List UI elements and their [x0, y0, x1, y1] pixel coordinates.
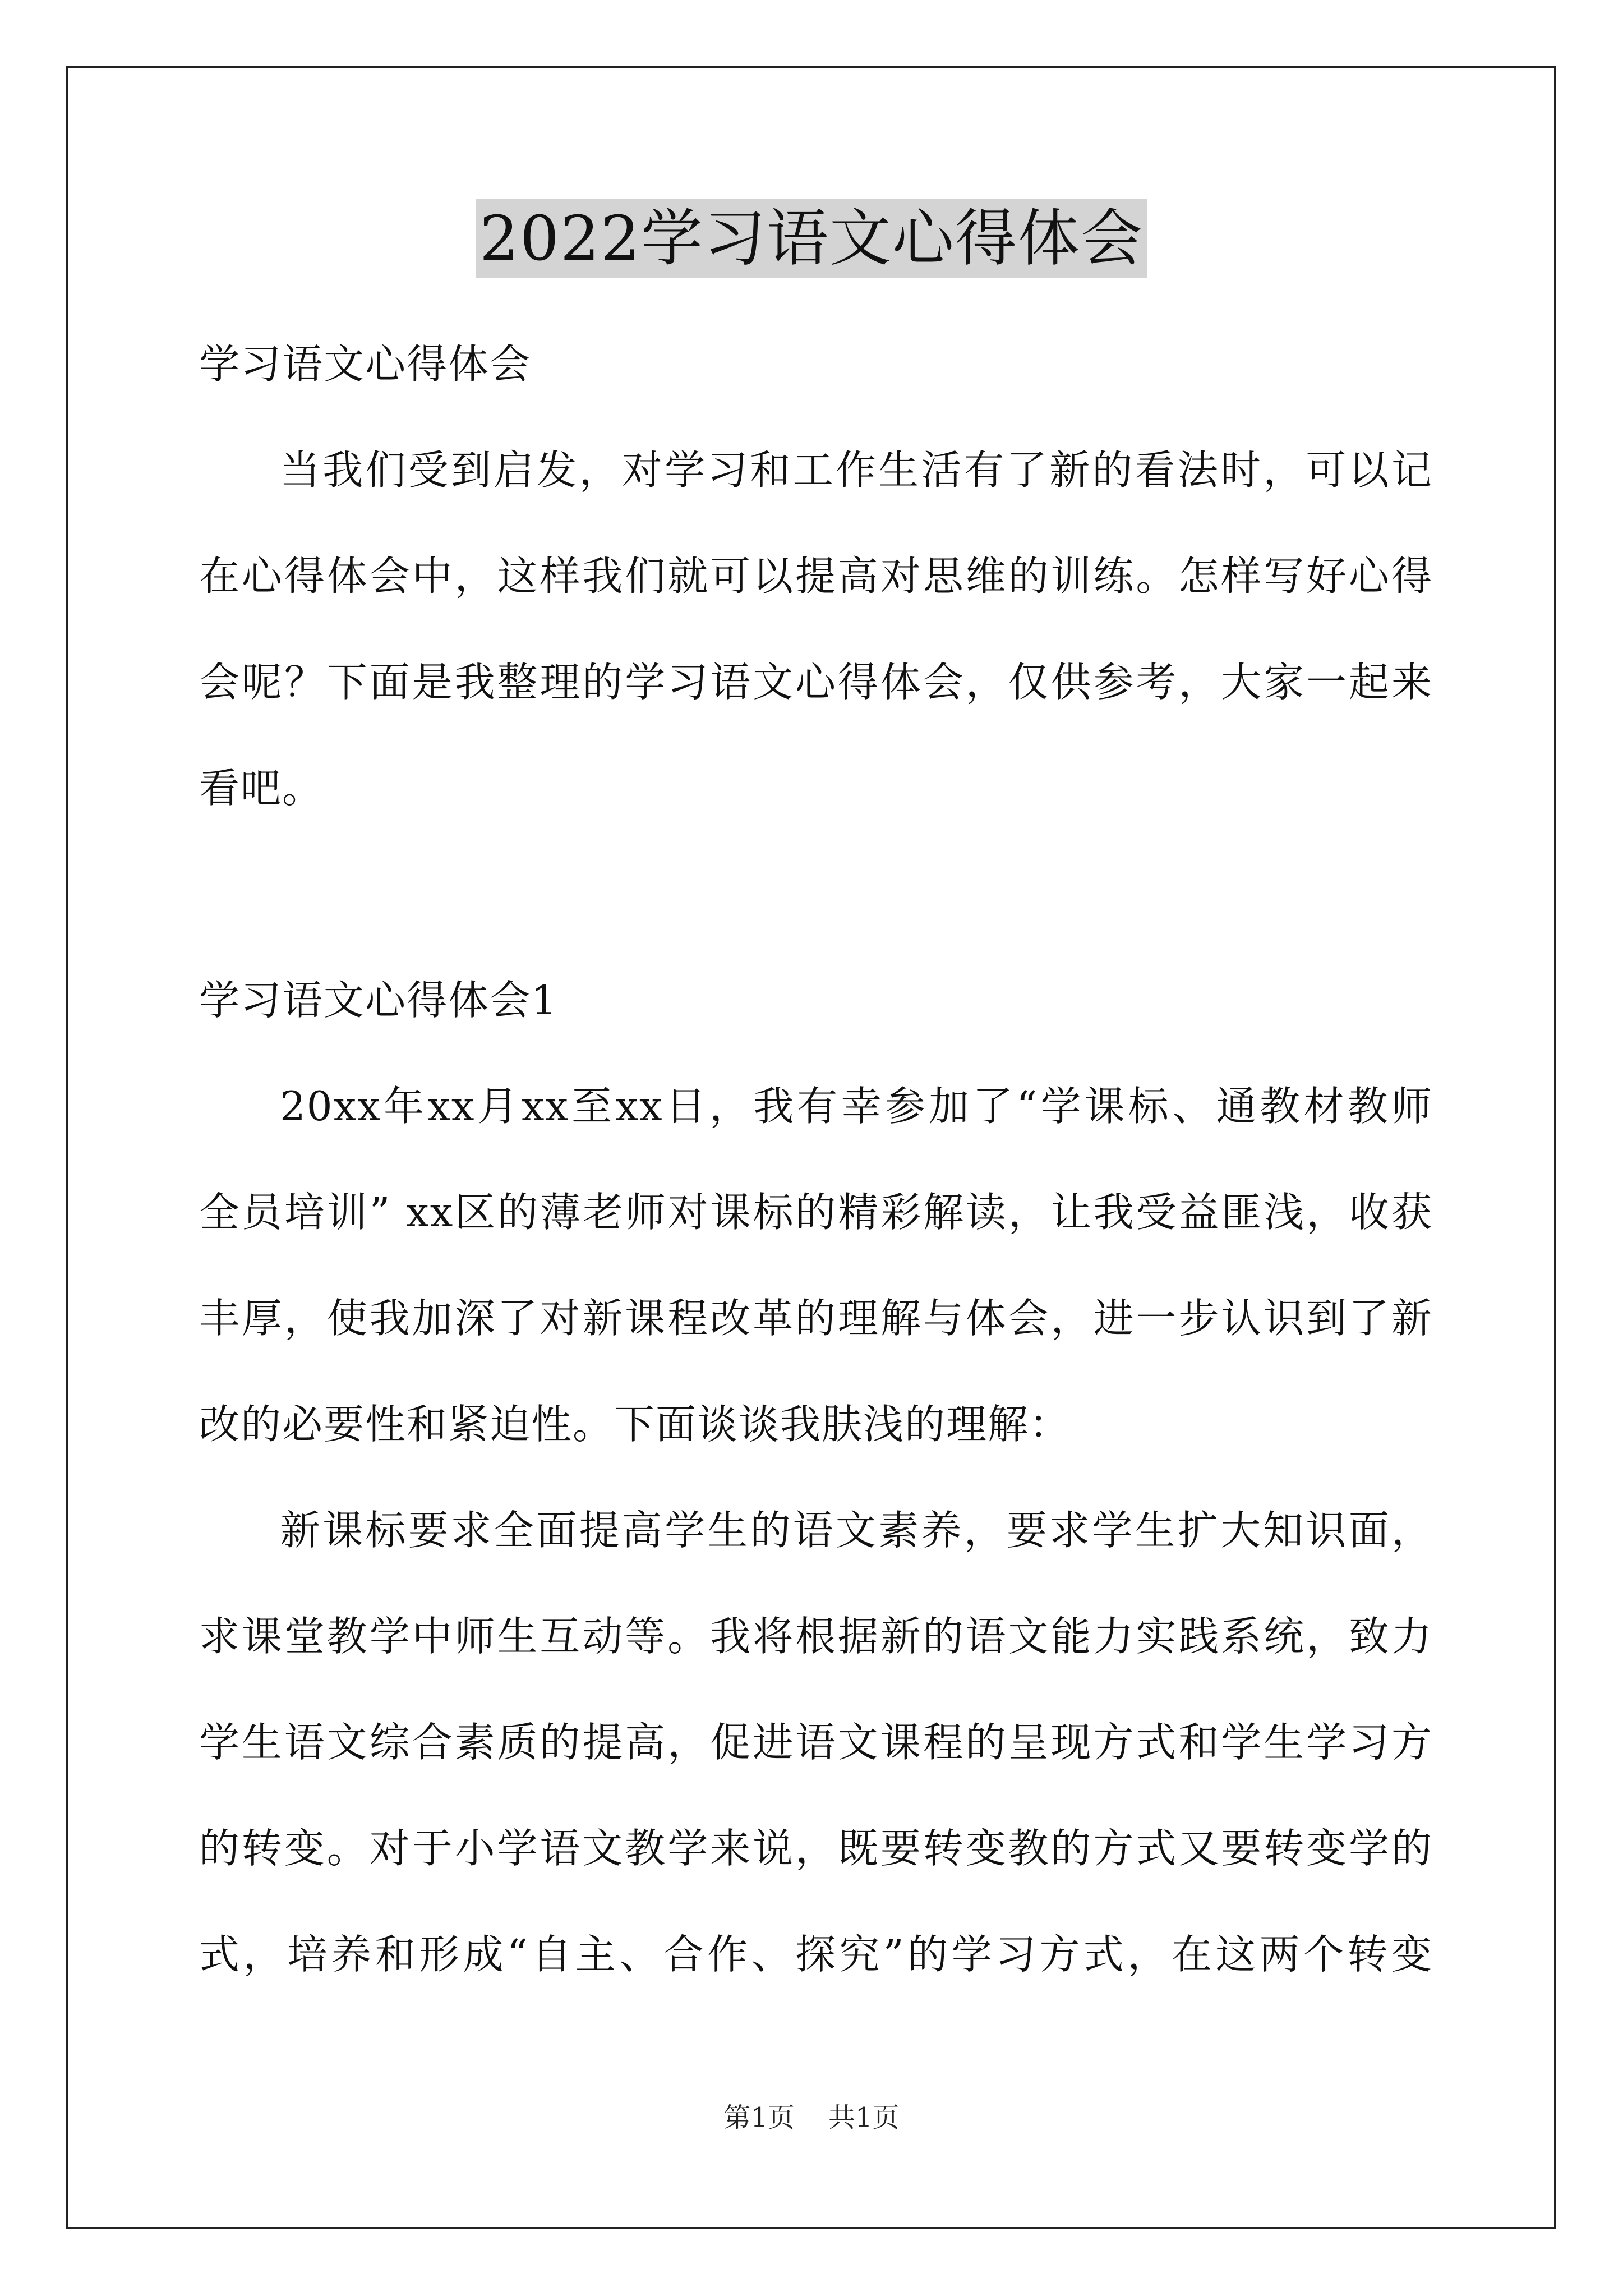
- section-heading: 学习语文心得体会1: [199, 977, 558, 1024]
- title-area: [0, 199, 1623, 278]
- page-footer: [0, 2101, 1623, 2134]
- paragraph-line: 式，培养和形成“自主、合作、探究”的学习方式，在这两个转变: [199, 1931, 1433, 1978]
- spacer: [199, 841, 1433, 947]
- document-body: [199, 311, 1433, 2008]
- page-total: 共1页: [828, 2102, 900, 2133]
- paragraph-line: 新课标要求全面提高学生的语文素养，要求学生扩大知识面，: [280, 1507, 1433, 1554]
- subtitle: 学习语文心得体会: [199, 341, 532, 388]
- document-title: 2022学习语文心得体会: [476, 199, 1147, 278]
- intro-line: 会呢？下面是我整理的学习语文心得体会，仅供参考，大家一起来: [199, 659, 1433, 706]
- paragraph-line: 学生语文综合素质的提高，促进语文课程的呈现方式和学生学习方: [199, 1719, 1433, 1766]
- intro-line: 在心得体会中，这样我们就可以提高对思维的训练。怎样写好心得: [199, 553, 1433, 600]
- paragraph-line: 全员培训” xx区的薄老师对课标的精彩解读，让我受益匪浅，收获: [199, 1189, 1433, 1236]
- paragraph-line: 改的必要性和紧迫性。下面谈谈我肤浅的理解：: [199, 1401, 1071, 1448]
- paragraph-line: 求课堂教学中师生互动等。我将根据新的语文能力实践系统，致力: [199, 1613, 1433, 1660]
- intro-line: 看吧。: [199, 765, 324, 812]
- paragraph-line: 丰厚，使我加深了对新课程改革的理解与体会，进一步认识到了新: [199, 1295, 1433, 1342]
- paragraph-line: 的转变。对于小学语文教学来说，既要转变教的方式又要转变学的: [199, 1825, 1433, 1872]
- paragraph-line: 20xx年xx月xx至xx日，我有幸参加了“学课标、通教材教师: [280, 1083, 1433, 1130]
- intro-line: 当我们受到启发，对学习和工作生活有了新的看法时，可以记: [280, 447, 1433, 494]
- page-number: 第1页: [723, 2102, 795, 2133]
